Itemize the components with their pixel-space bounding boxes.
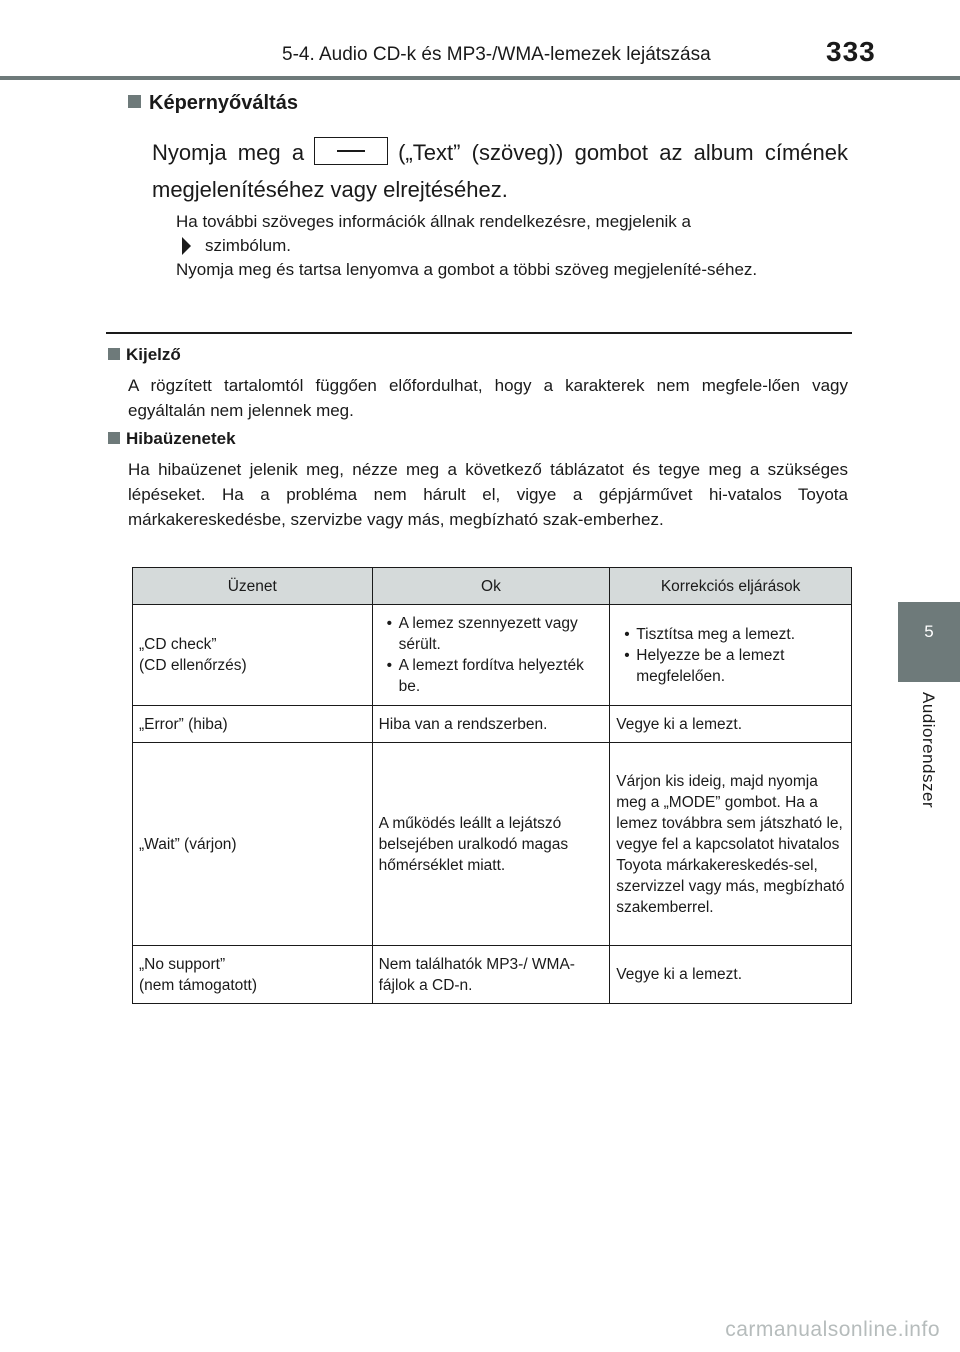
square-bullet-icon (108, 432, 120, 444)
table-header-korrekcio: Korrekciós eljárások (610, 568, 852, 605)
subheading-hibauzenetek-text: Hibaüzenetek (126, 429, 236, 448)
kijelzo-body: A rögzített tartalomtól függően előfordulhat, hogy a karakterek nem megfele-lően vagy egyáltalán nem jelennek meg. (128, 376, 848, 420)
header-section-title: 5-4. Audio CD-k és MP3-/WMA-lemezek lejátszása (282, 44, 711, 65)
table-cell-message (133, 946, 373, 1004)
chapter-tab-label: Audiorendszer (919, 692, 938, 809)
message-line: „No support” (139, 955, 226, 973)
chapter-tab-label-box (898, 682, 960, 852)
subheading-kijelzo-text: Kijelző (126, 345, 181, 364)
table-cell-action: Vegye ki a lemezt. (610, 946, 852, 1004)
table-cell-message: „Error” (hiba) (133, 706, 373, 743)
header-divider (0, 76, 960, 80)
table-row (133, 946, 852, 1004)
table-row (133, 706, 852, 743)
table-cell-message: „Wait” (várjon) (133, 743, 373, 946)
error-messages-table (132, 567, 852, 1004)
table-cell-action: Várjon kis ideig, majd nyomja meg a „MODE” gombot. Ha a lemez továbbra sem játszható le, vegye fel a kapcsolatot hivatalos Toyota márkakereskedés-sel, szervizzel vagy más, megbízható szakemberrel. (610, 743, 852, 946)
note-1-symbol-text: szimbólum. (205, 236, 291, 255)
subheading-kijelzo (108, 345, 181, 365)
message-line: (CD ellenőrzés) (139, 657, 247, 674)
hibauzenetek-body: Ha hibaüzenet jelenik meg, nézze meg a következő táblázatot és tegye meg a szükséges lépéseket. Ha a probléma nem hárult el, vigye a gépjárművet hi-vatalos Toyota márkakereskedésbe, szervizbe vagy más, megbízható szak-emberhez. (128, 460, 848, 529)
section-body (152, 134, 848, 208)
body-after-button: („Text” (szöveg)) gombot az album címének megjelenítéséhez vagy elrejtéséhez. (152, 140, 848, 202)
section-heading-kepernyovaltas (128, 92, 298, 115)
text-button-icon (314, 137, 388, 165)
note-1 (176, 210, 848, 258)
table-header-ok: Ok (372, 568, 610, 605)
table-cell-action: Vegye ki a lemezt. (610, 706, 852, 743)
note-2: Nyomja meg és tartsa lenyomva a gombot a többi szöveg megjeleníté-séhez. (176, 260, 758, 279)
body-before-button: Nyomja meg a (152, 140, 305, 165)
section-note (176, 210, 848, 282)
page-number: 333 (826, 36, 876, 67)
table-cell-cause (372, 605, 610, 706)
list-item: • Tisztítsa meg a lemezt. (616, 624, 845, 645)
table-cell-cause: Hiba van a rendszerben. (372, 706, 610, 743)
subheading-hibauzenetek (108, 429, 236, 449)
message-line: „CD check” (139, 636, 217, 653)
square-bullet-icon (128, 95, 141, 108)
list-item: • Helyezze be a lemezt megfelelően. (616, 645, 845, 687)
more-text-symbol-icon (182, 237, 191, 255)
table-cell-action (610, 605, 852, 706)
list-item: • A lemezt fordítva helyezték be. (379, 655, 604, 697)
table-cell-cause: Nem találhatók MP3-/ WMA-fájlok a CD-n. (372, 946, 610, 1004)
list-item: • A lemez szennyezett vagy sérült. (379, 613, 604, 655)
message-line: (nem támogatott) (139, 976, 258, 994)
note-1-text: Ha további szöveges információk állnak rendelkezésre, megjelenik a (176, 212, 691, 231)
table-row (133, 743, 852, 946)
table-cell-cause: A működés leállt a lejátszó belsejében uralkodó magas hőmérséklet miatt. (372, 743, 610, 946)
table-row (133, 605, 852, 706)
table-cell-message (133, 605, 373, 706)
watermark: carmanualsonline.info (725, 1318, 940, 1341)
table-header-uzenet: Üzenet (133, 568, 373, 605)
section-divider (106, 332, 852, 334)
table-header-row (133, 568, 852, 605)
square-bullet-icon (108, 348, 120, 360)
chapter-tab: 5 (898, 602, 960, 682)
section-heading-text: Képernyőváltás (149, 92, 298, 114)
